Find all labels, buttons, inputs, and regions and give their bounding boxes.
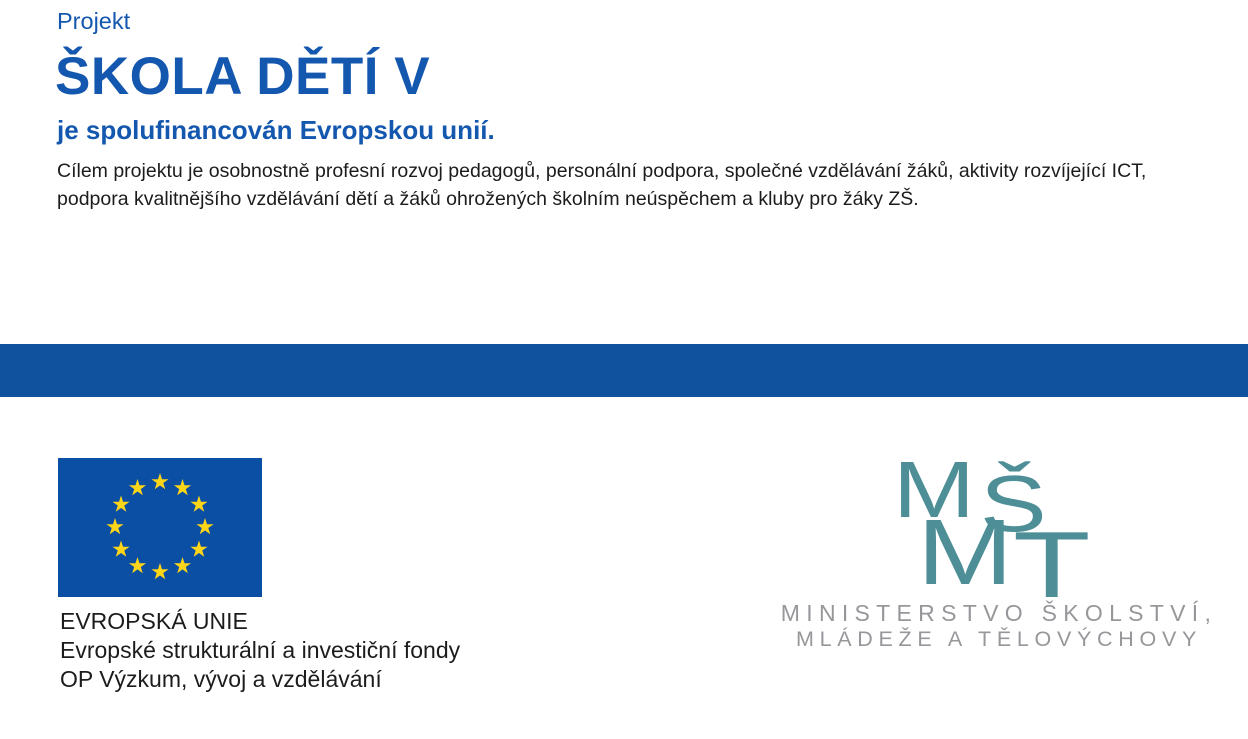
monogram-letter-s: Š xyxy=(980,459,1047,548)
monogram-letter-m1: M xyxy=(893,445,975,534)
blue-divider-bar xyxy=(0,344,1248,397)
msmt-monogram-icon xyxy=(880,440,1115,615)
monogram-letter-t: T xyxy=(1013,512,1091,617)
eu-flag-icon xyxy=(58,458,262,597)
ministry-line-2: MLÁDEŽE A TĚLOVÝCHOVY xyxy=(795,627,1203,651)
eu-caption-line-3: OP Výzkum, vývoj a vzdělávání xyxy=(60,666,382,692)
project-description: Cílem projektu je osobnostně profesní rozvoj pedagogů, personální podpora, společné vzdělávání žáků, aktivity rozvíjející ICT, podpora kvalitnějšího vzdělávání dětí a žáků ohrožených školním neúspěchem a kluby pro žáky ZŠ. xyxy=(57,160,1147,210)
project-subtitle: je spolufinancován Evropskou unií. xyxy=(57,115,495,145)
eu-caption xyxy=(60,607,460,694)
project-title: ŠKOLA DĚTÍ V xyxy=(55,47,431,106)
monogram-letter-m2: M xyxy=(917,500,1014,604)
eu-caption-line-1: EVROPSKÁ UNIE xyxy=(60,608,248,634)
ministry-wordmark xyxy=(760,600,1238,651)
project-eyebrow: Projekt xyxy=(57,8,131,34)
eu-caption-line-2: Evropské strukturální a investiční fondy xyxy=(60,637,461,663)
ministry-line-1: MINISTERSTVO ŠKOLSTVÍ, xyxy=(780,600,1218,626)
